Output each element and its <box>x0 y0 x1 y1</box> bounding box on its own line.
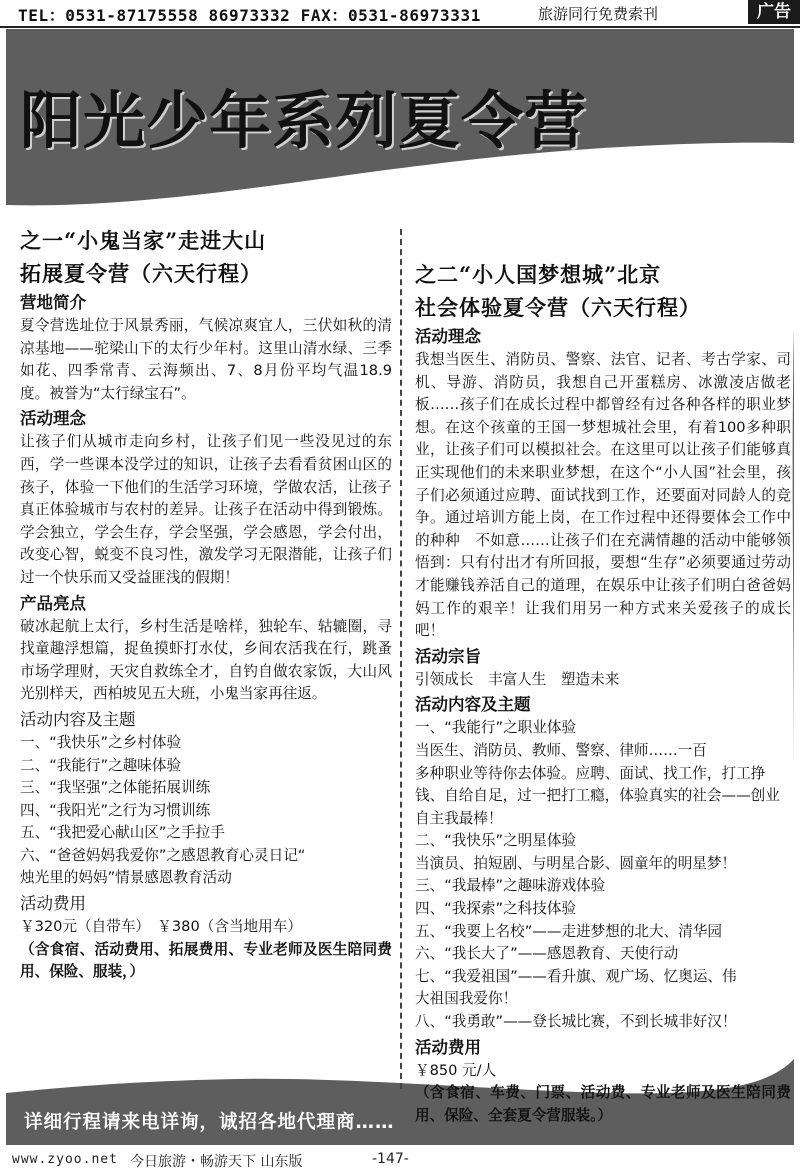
list-item: 七、“我爱祖国”——看升旗、观广场、忆奥运、伟 <box>415 967 737 985</box>
list-item: 六、“我长大了”——感恩教育、天使行动 <box>415 945 679 963</box>
left-topics-heading: 活动内容及主题 <box>20 709 136 729</box>
list-item: 三、“我最棒”之趣味游戏体验 <box>415 877 606 895</box>
right-column <box>415 259 791 1127</box>
left-topics-list <box>20 732 392 890</box>
highlights-text: 破冰起航上太行，乡村生活是啥样，独轮车、轱辘圈，寻找童趣浮想篇，捉鱼摸虾打水仗，乡间农活我在行，跳蚤市场学理财，天灾自救练全才，自钓自做农家饭，大山风光别样天，西柏坡见五大班，小鬼当家再往返。 <box>20 617 392 703</box>
right-fee-note: （含食宿、车费、门票、活动费、专业老师及医生陪同费用、保险、全套夏令营服装。） <box>415 1084 791 1124</box>
left-concept-heading: 活动理念 <box>20 409 86 429</box>
contact-info: TEL：0531-87175558 86973332 FAX：0531-86973331 <box>18 6 481 25</box>
list-item: 四、“我阳光”之行为习惯训练 <box>20 801 211 819</box>
camp-intro-text: 夏令营选址位于风景秀丽，气候凉爽宜人，三伏如秋的清凉基地——驼梁山下的太行少年村。这里山清水绿、三季如花、四季常青、云海频出、7、8月份平均气温18.9度。被誉为“太行绿宝石”。 <box>20 317 392 402</box>
list-item: 六、“爸爸妈妈我爱你”之感恩教育心灵日记“ <box>20 846 306 864</box>
list-item-continuation: 烛光里的妈妈”情景感恩教育活动 <box>20 869 232 887</box>
list-item-continuation: 大祖国我爱你！ <box>415 990 518 1008</box>
left-concept-text: 让孩子们从城市走向乡村，让孩子们见一些没见过的东西，学一些课本没学过的知识，让孩子去看看贫困山区的孩子，体验一下他们的生活学习环境，学做农活，让孩子真正体验城市与农村的差异。让孩子在活动中得到锻炼。学会独立，学会生存，学会坚强，学会感恩，学会付出，改变心智，蜕变不良习性，激发学习无限潜能，让孩子们过一个快乐而又受益匪浅的假期！ <box>20 433 392 586</box>
left-title-line1: 之一“小鬼当家”走进大山 <box>20 228 267 253</box>
header-strip <box>0 0 800 28</box>
list-item: 一、“我快乐”之乡村体验 <box>20 733 182 751</box>
list-item: 一、“我能行”之职业体验 <box>415 719 577 737</box>
purpose-text: 引领成长 丰富人生 塑造未来 <box>415 670 620 688</box>
right-topics-list <box>415 717 791 1033</box>
highlights-heading: 产品亮点 <box>20 593 86 613</box>
list-item: 二、“我快乐”之明星体验 <box>415 832 577 850</box>
list-item: 二、“我能行”之趣味体验 <box>20 756 182 774</box>
ad-badge: 广告 <box>748 0 800 24</box>
left-fee-note: （含食宿、活动费用、拓展费用、专业老师及医生陪同费用、保险、服装，） <box>20 940 392 981</box>
publication-slogan: 今日旅游・畅游天下 山东版 <box>130 1154 303 1170</box>
content-frame <box>6 29 794 1145</box>
list-item: 五、“我把爱心献山区”之手拉手 <box>20 824 225 842</box>
right-title-line1: 之二“小人国梦想城”北京 <box>415 262 662 287</box>
page-number: -147- <box>372 1151 409 1167</box>
column-divider <box>400 229 402 1089</box>
list-item: 八、“我勇敢”——登长城比赛，不到长城非好汉！ <box>415 1013 737 1031</box>
right-title-line2: 社会体验夏令营（六天行程） <box>415 295 701 320</box>
footer-cta: 详细行程请来电详询，诚招各地代理商…… <box>24 1112 395 1133</box>
tagline: 旅游同行免费索刊 <box>538 5 659 23</box>
list-item: 五、“我要上名校”——走进梦想的北大、清华园 <box>415 922 722 940</box>
bottom-bar <box>0 1148 800 1171</box>
list-item-detail: 当演员、拍短剧、与明星合影、圆童年的明星梦！ <box>415 854 737 872</box>
purpose-heading: 活动宗旨 <box>415 646 481 666</box>
left-title-line2: 拓展夏令营（六天行程） <box>20 261 262 286</box>
list-item: 三、“我坚强”之体能拓展训练 <box>20 779 211 797</box>
left-column <box>20 225 392 984</box>
right-topics-heading: 活动内容及主题 <box>415 695 531 715</box>
list-item: 四、“我探索”之科技体验 <box>415 900 577 918</box>
left-fee-price: ￥320元（自带车） ￥380（含当地用车） <box>20 918 302 936</box>
right-concept-heading: 活动理念 <box>415 327 481 346</box>
website-link[interactable]: www.zyoo.net <box>12 1152 118 1167</box>
list-item-detail: 多种职业等待你去体验。应聘、面试、找工作，打工挣钱、自给自足，过一把打工瘾，体验真实的社会——创业自主我最棒！ <box>415 764 780 827</box>
main-title: 阳光少年系列夏令营 <box>20 84 588 157</box>
right-fee-heading: 活动费用 <box>415 1037 481 1057</box>
right-concept-text: 我想当医生、消防员、警察、法官、记者、考古学家、司机、导游、消防员，我想自己开蛋糕房、冰激凌店做老板……孩子们在成长过程中都曾经有过各种各样的职业梦想。在这个孩童的王国一梦想城社会里，有着100多种职业，让孩子们可以模拟社会。在这里可以让孩子们能够真正实现他们的未来职业梦想，在这个“小人国”社会里，孩子们必须通过应聘、面试找到工作，还要面对同龄人的竞争。通过培训方能上岗，在工作过程中还得要体会工作中的种种 不如意……让孩子们在充满情趣的活动中能够领悟到：只有付出才有所回报，要想“生存”必须要通过劳动才能赚钱养活自己的道理，在娱乐中让孩子们明白爸爸妈妈工作的艰辛！让我们用另一种方式来关爱孩子的成长吧！ <box>415 351 791 640</box>
right-fee-price: ￥850 元/人 <box>415 1061 497 1079</box>
camp-intro-heading: 营地简介 <box>20 293 86 312</box>
left-fee-heading: 活动费用 <box>20 894 86 914</box>
list-item-detail: 当医生、消防员、教师、警察、律师……一百 <box>415 741 707 759</box>
